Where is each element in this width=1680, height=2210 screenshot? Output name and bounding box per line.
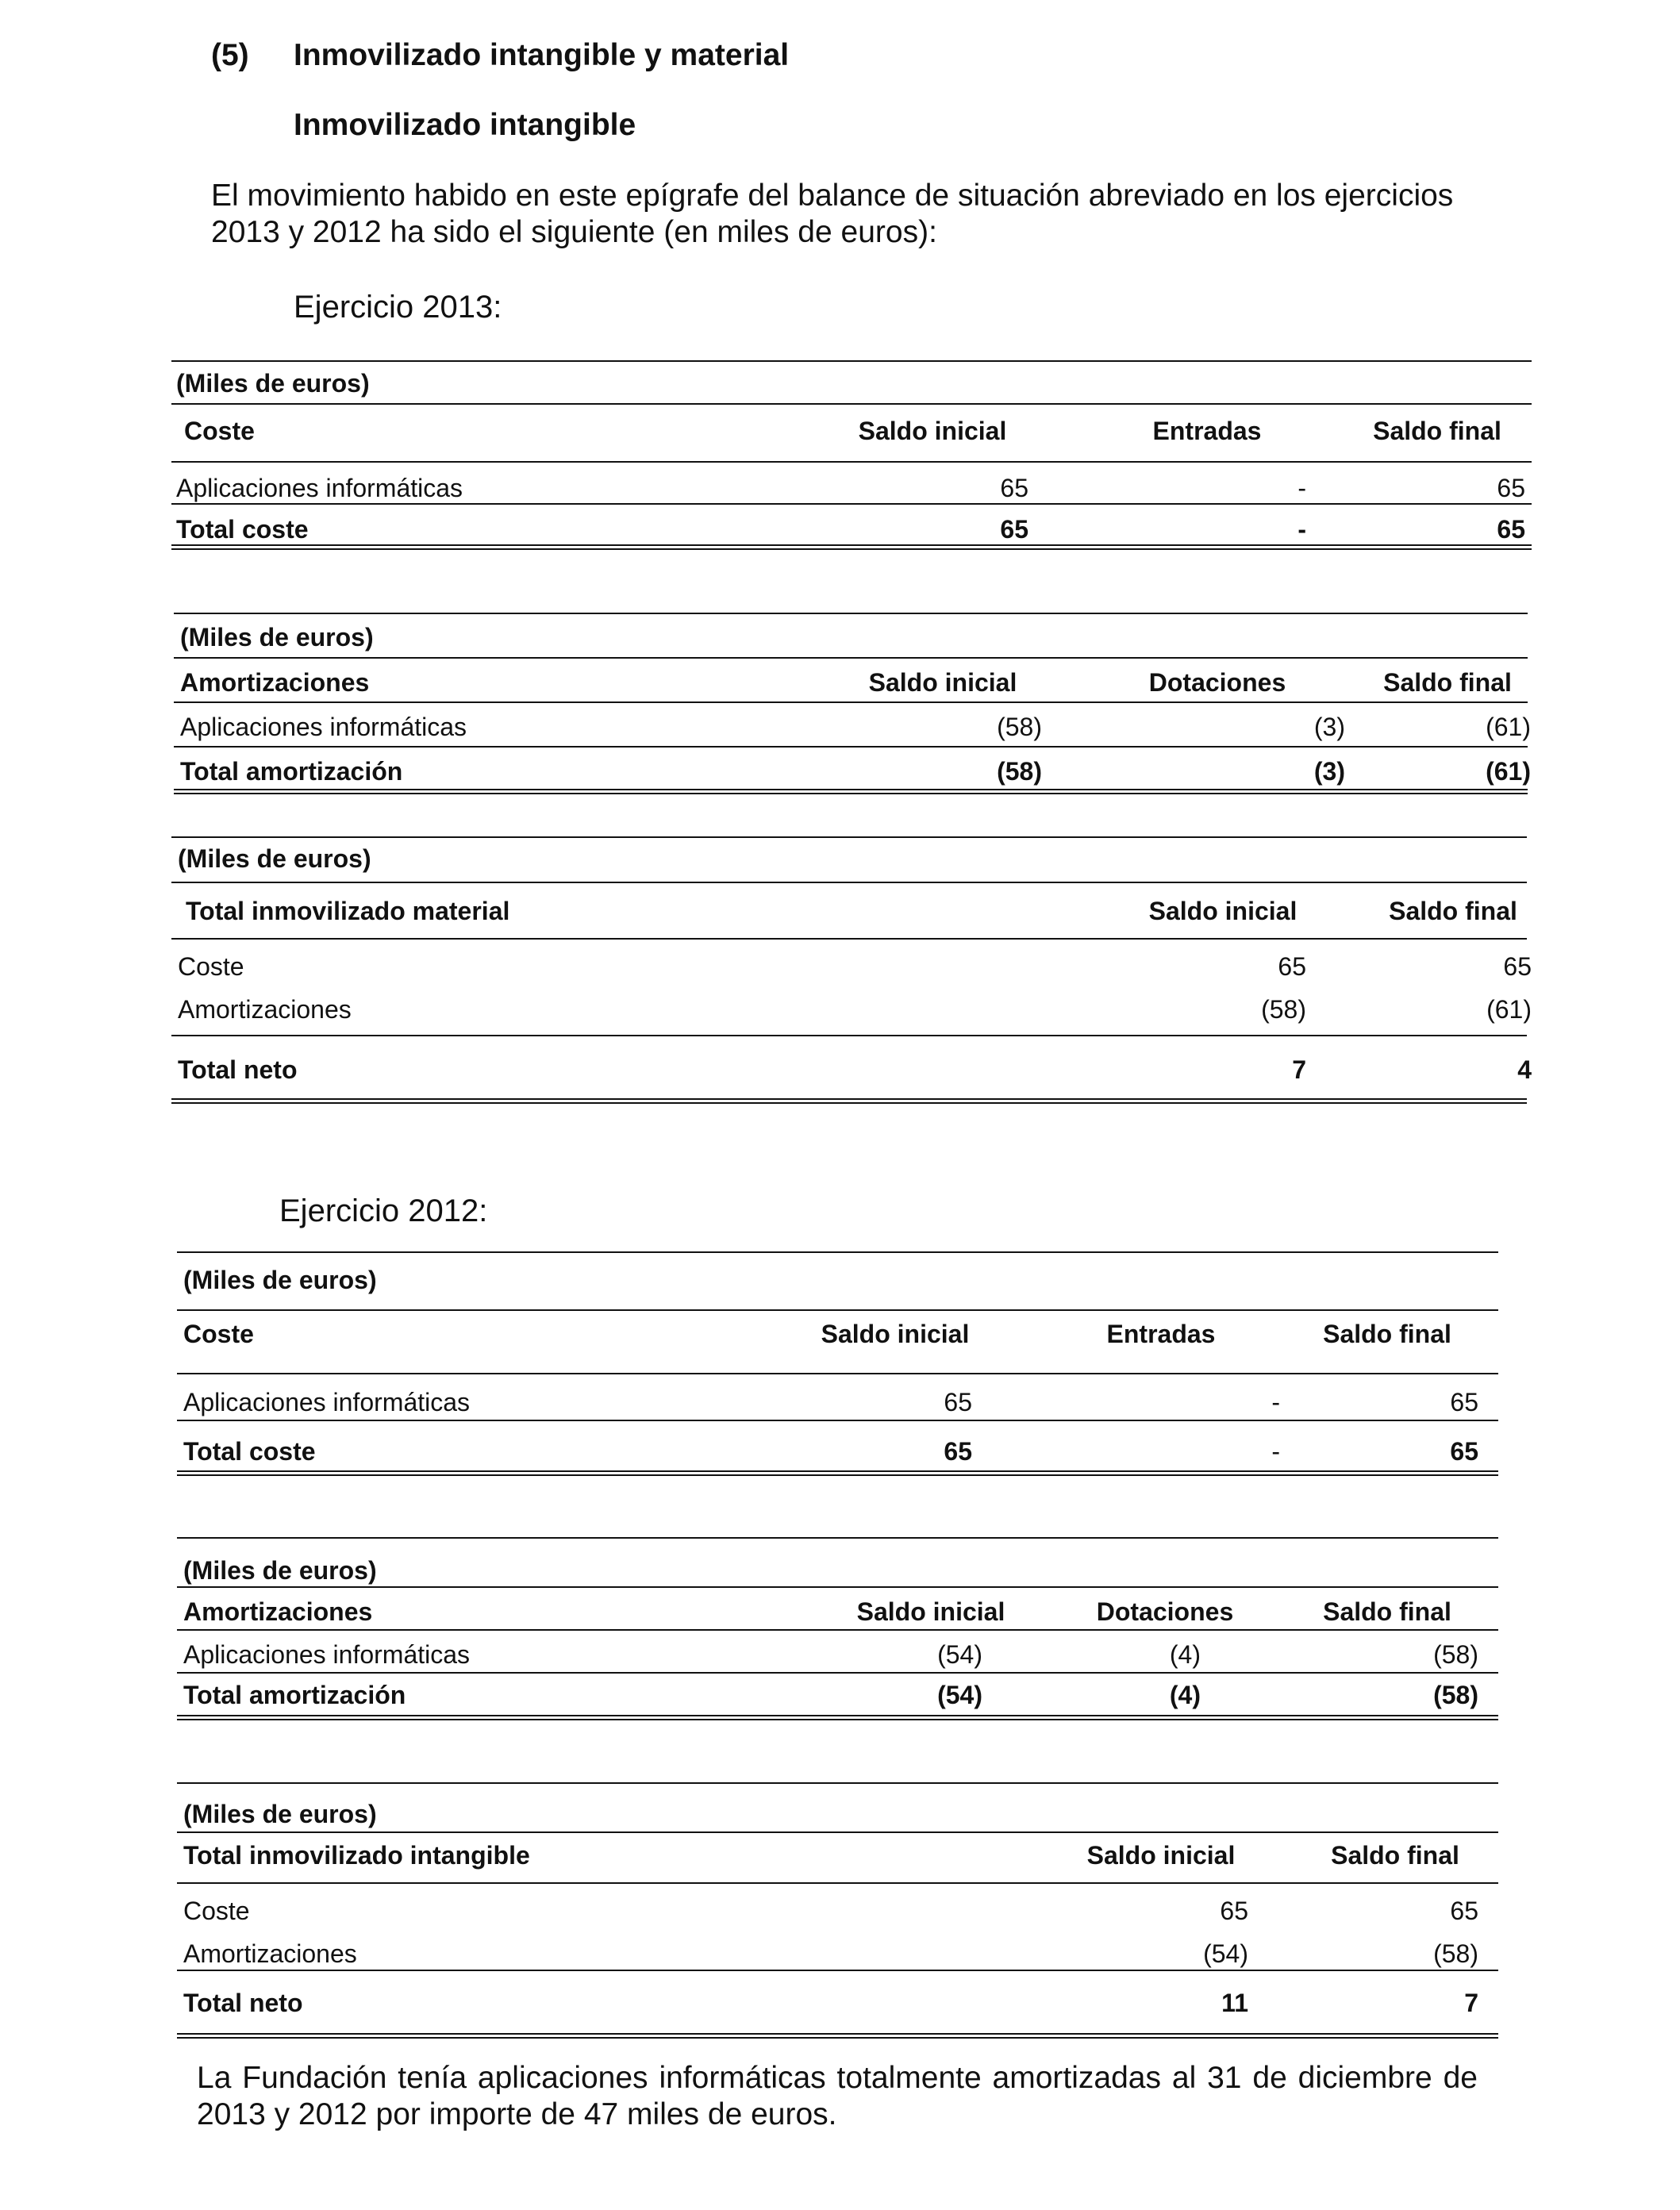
header-total-inmovilizado: Total inmovilizado material (186, 897, 510, 925)
total-saldo-inicial: 65 (1000, 515, 1028, 544)
row-entradas: - (1271, 1388, 1280, 1416)
row-coste-saldo-inicial: 65 (1220, 1897, 1248, 1925)
row-saldo-inicial: (54) (937, 1640, 982, 1669)
header-saldo-final: Saldo final (1389, 897, 1517, 925)
header-saldo-inicial: Saldo inicial (856, 1597, 1005, 1626)
header-saldo-final: Saldo final (1323, 1597, 1451, 1626)
header-entradas: Entradas (1106, 1320, 1216, 1348)
header-amortizaciones: Amortizaciones (180, 668, 370, 697)
unit-label: (Miles de euros) (178, 844, 371, 873)
header-saldo-inicial: Saldo inicial (821, 1320, 970, 1348)
total-entradas: - (1271, 1437, 1280, 1466)
total-label: Total coste (176, 515, 309, 544)
row-coste-saldo-final: 65 (1503, 952, 1532, 981)
table-2012-amortizaciones (177, 1537, 1498, 1724)
header-coste: Coste (184, 417, 255, 445)
header-saldo-final: Saldo final (1331, 1841, 1459, 1870)
row-amort-saldo-final: (61) (1486, 995, 1532, 1024)
row-saldo-final: 65 (1450, 1388, 1478, 1416)
row-amort-label: Amortizaciones (178, 995, 352, 1024)
row-saldo-inicial: 65 (944, 1388, 972, 1416)
row-label: Aplicaciones informáticas (183, 1640, 471, 1669)
row-coste-saldo-final: 65 (1450, 1897, 1478, 1925)
row-coste-label: Coste (178, 952, 244, 981)
row-amort-saldo-final: (58) (1433, 1939, 1478, 1968)
unit-label: (Miles de euros) (183, 1266, 377, 1294)
header-dotaciones: Dotaciones (1148, 668, 1286, 697)
year-2012-label: Ejercicio 2012: (279, 1193, 488, 1228)
total-label: Total amortización (180, 757, 403, 786)
header-saldo-inicial: Saldo inicial (1086, 1841, 1236, 1870)
total-saldo-final: 4 (1517, 1055, 1532, 1084)
total-entradas: - (1297, 515, 1306, 544)
header-saldo-final: Saldo final (1373, 417, 1501, 445)
row-amort-label: Amortizaciones (183, 1939, 357, 1968)
row-saldo-inicial: (58) (997, 713, 1042, 741)
total-saldo-inicial: (54) (937, 1681, 982, 1709)
unit-label: (Miles de euros) (176, 369, 370, 398)
table-2013-coste (171, 360, 1532, 551)
total-saldo-inicial: 7 (1292, 1055, 1306, 1084)
total-label: Total amortización (183, 1681, 406, 1709)
row-amort-saldo-inicial: (58) (1261, 995, 1306, 1024)
total-label: Total coste (183, 1437, 316, 1466)
header-saldo-inicial: Saldo inicial (858, 417, 1007, 445)
year-2013-label: Ejercicio 2013: (294, 290, 502, 325)
unit-label: (Miles de euros) (183, 1800, 377, 1828)
row-label: Aplicaciones informáticas (180, 713, 467, 741)
table-2012-coste (177, 1251, 1498, 1478)
row-coste-saldo-inicial: 65 (1278, 952, 1306, 981)
total-saldo-final: 7 (1464, 1989, 1478, 2017)
header-saldo-final: Saldo final (1323, 1320, 1451, 1348)
table-2013-total-neto (171, 836, 1532, 1106)
footer-note: La Fundación tenía aplicaciones informáticas totalmente amortizadas al 31 de diciembre de 2013 y 2012 por importe de 47 miles de euros. (197, 2061, 1478, 2131)
total-saldo-final: (61) (1486, 757, 1531, 786)
total-saldo-inicial: 65 (944, 1437, 972, 1466)
total-saldo-final: (58) (1433, 1681, 1478, 1709)
row-dotaciones: (3) (1313, 713, 1345, 741)
row-saldo-final: (58) (1433, 1640, 1478, 1669)
section-title: Inmovilizado intangible y material (294, 38, 790, 72)
table-2012-total-neto (177, 1782, 1498, 2044)
row-saldo-inicial: 65 (1000, 474, 1028, 502)
row-dotaciones: (4) (1169, 1640, 1201, 1669)
row-amort-saldo-inicial: (54) (1203, 1939, 1248, 1968)
intro-paragraph: El movimiento habido en este epígrafe del balance de situación abreviado en los ejercicios 2013 y 2012 ha sido el siguiente (en miles de euros): (211, 179, 1454, 249)
unit-label: (Miles de euros) (180, 623, 374, 651)
total-label: Total neto (183, 1989, 303, 2017)
row-label: Aplicaciones informáticas (176, 474, 463, 502)
row-saldo-final: (61) (1486, 713, 1531, 741)
unit-label: (Miles de euros) (183, 1556, 377, 1585)
header-saldo-inicial: Saldo inicial (868, 668, 1017, 697)
header-coste: Coste (183, 1320, 254, 1348)
table-2013-amortizaciones (174, 613, 1531, 795)
total-saldo-final: 65 (1450, 1437, 1478, 1466)
total-dotaciones: (3) (1313, 757, 1345, 786)
row-label: Aplicaciones informáticas (183, 1388, 471, 1416)
section-number: (5) (211, 38, 249, 72)
total-dotaciones: (4) (1169, 1681, 1201, 1709)
header-dotaciones: Dotaciones (1096, 1597, 1234, 1626)
row-entradas: - (1297, 474, 1306, 502)
section-subtitle: Inmovilizado intangible (294, 108, 636, 142)
total-saldo-inicial: (58) (997, 757, 1042, 786)
header-saldo-inicial: Saldo inicial (1148, 897, 1297, 925)
header-entradas: Entradas (1152, 417, 1262, 445)
header-total-inmovilizado: Total inmovilizado intangible (183, 1841, 530, 1870)
total-saldo-inicial: 11 (1221, 1989, 1248, 2017)
row-coste-label: Coste (183, 1897, 250, 1925)
total-saldo-final: 65 (1497, 515, 1525, 544)
total-label: Total neto (178, 1055, 298, 1084)
row-saldo-final: 65 (1497, 474, 1525, 502)
header-amortizaciones: Amortizaciones (183, 1597, 373, 1626)
header-saldo-final: Saldo final (1383, 668, 1512, 697)
